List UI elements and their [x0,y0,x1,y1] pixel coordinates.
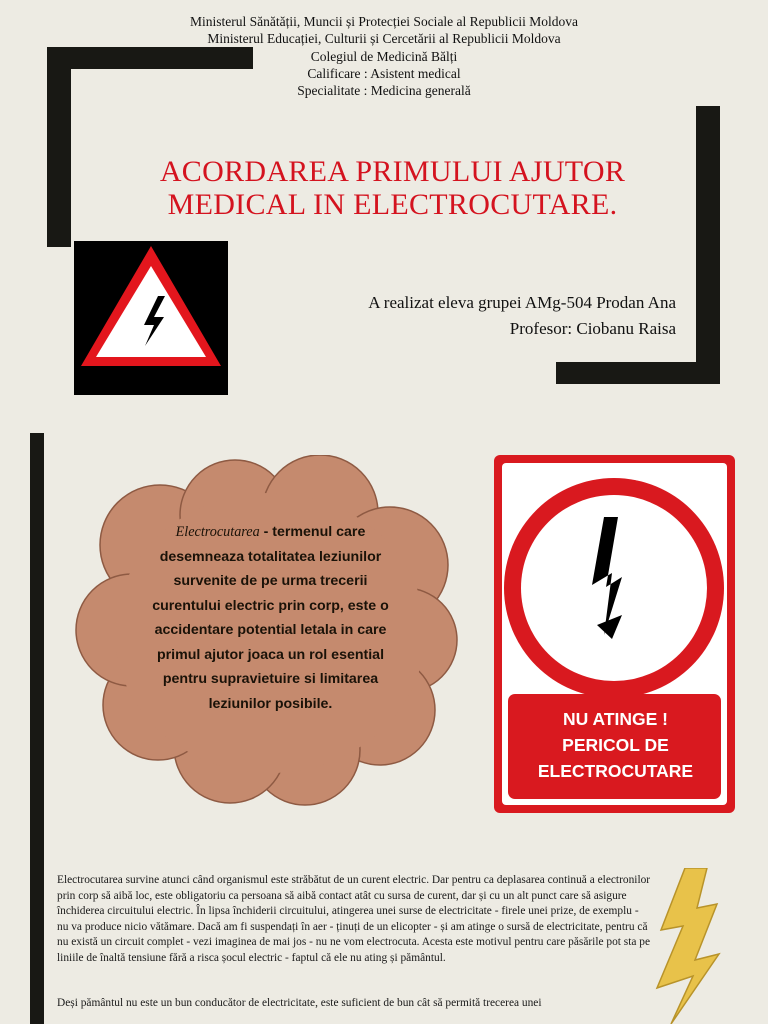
title-line-2: MEDICAL IN ELECTROCUTARE. [167,188,618,221]
sign-line-1: NU ATINGE ! [563,709,668,729]
definition-text [138,520,403,716]
header-ministry-education: Ministerul Educației, Culturii și Cercetării al Republicii Moldova [207,31,561,47]
header-ministry-health: Ministerul Sănătății, Muncii și Protecției Sociale al Republicii Moldova [189,14,579,29]
header-college: Colegiul de Medicină Bălți [310,48,458,64]
institution-header [0,13,768,99]
header-qualification: Calificare : Asistent medical [307,65,461,81]
sign-caption [510,706,721,784]
definition-term: Electrocutarea [175,524,260,540]
body-text [57,873,651,1012]
warning-triangle-icon [74,241,228,395]
title-line-1: ACORDAREA PRIMULUI AJUTOR [159,155,626,188]
body-paragraph-1: Electrocutarea survine atunci când organismul este străbătut de un curent electric. Dar pentru ca deplasarea continuă a electronilor prin corp să aibă loc, este obligatoriu ca persoana să aibă contact atât cu sursa de curent, dar și cu un alt punct care să asigure închiderea circuitului electric. În lipsa închiderii circuitului, atingerea unei surse de electricitate - firele unei prize, de exemplu - nu va produce nicio vătămare. Dacă am fi suspendați în aer - ținuți de un elicopter - și am atinge o sursă de electricitate, pentru că nu există un circuit complet - vezi imaginea de mai jos - nu ne vom electrocuta. Acesta este motivul pentru care păsările pot sta pe liniile de înaltă tensiune fără a risca șocul electric - faptul că ele nu ating și pământul. [57,874,651,964]
author-line: A realizat eleva grupei AMg-504 Prodan Ana [368,293,676,312]
header-specialty: Specialitate : Medicina generală [297,83,471,99]
frame-bar-right-v [696,106,720,384]
frame-bar-left-long [30,433,44,1024]
sign-line-2: PERICOL DE [562,735,669,755]
page-title [60,155,725,221]
yellow-bolt-icon [653,868,721,1024]
definition-body: - termenul care desemneaza totalitatea leziunilor survenite de pe urma trecerii curentului electric prin corp, este o accidentare potential letala in care primul ajutor joaca un rol esential pentru supravietuire si limitarea leziunilor posibile. [152,524,389,712]
frame-bar-right-h [556,362,720,384]
sign-line-3: ELECTROCUTARE [537,761,694,781]
teacher-line: Profesor: Ciobanu Raisa [509,319,676,338]
body-paragraph-2: Deși pământul nu este un bun conducător de electricitate, este suficient de bun cât să permită trecerea unei [57,997,542,1009]
